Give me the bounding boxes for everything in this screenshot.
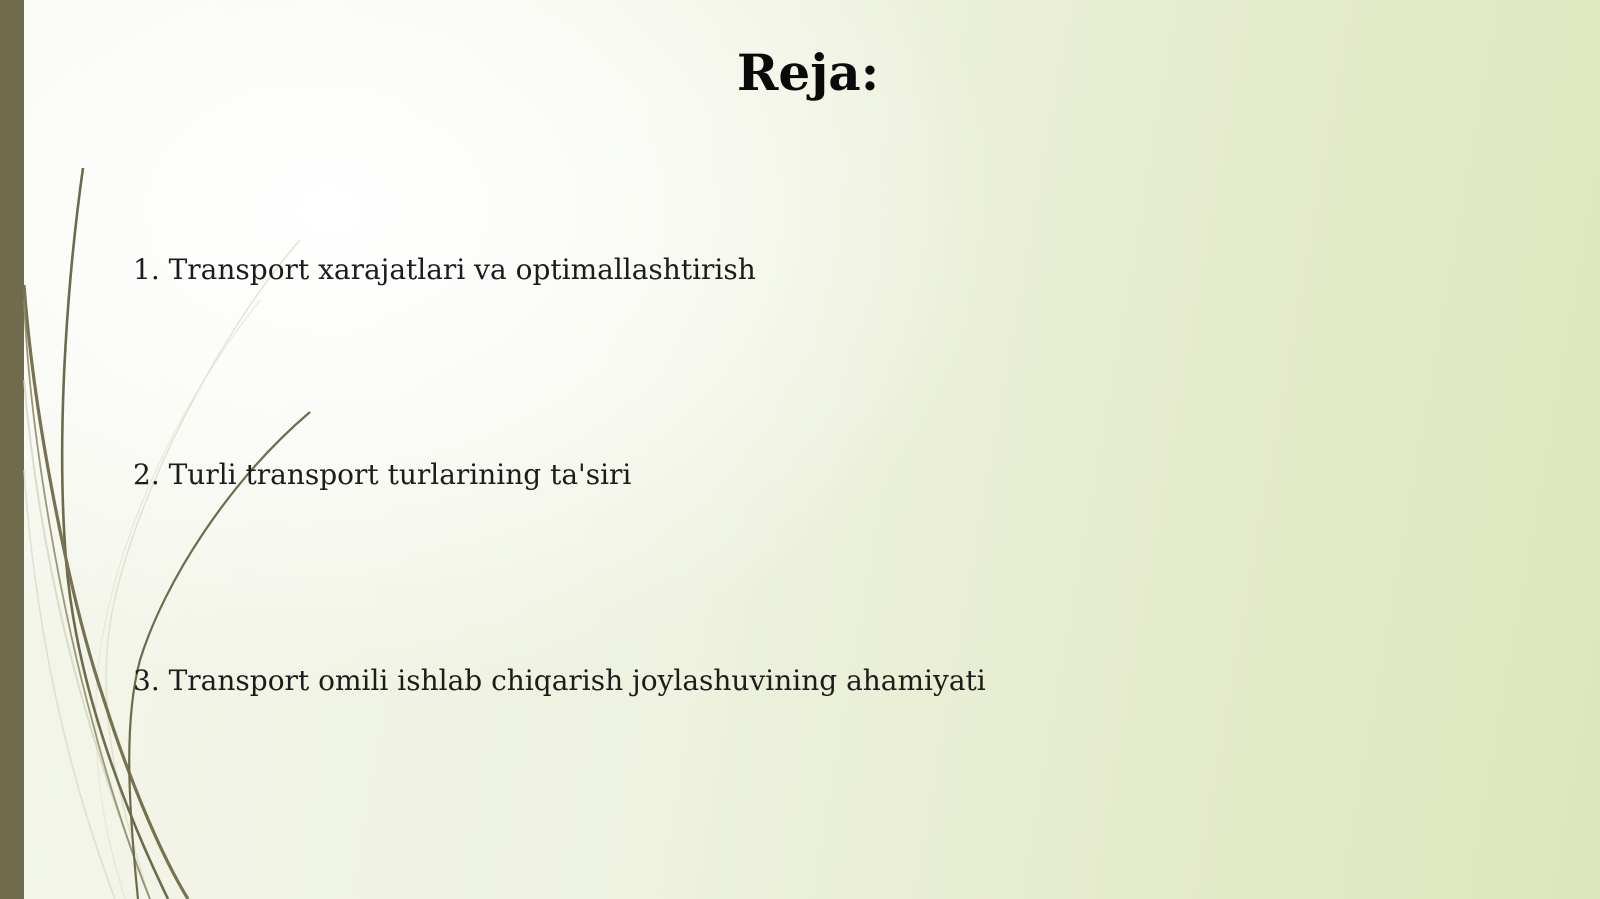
slide-title: Reja: <box>736 43 880 102</box>
plan-item-3: 3. Transport omili ishlab chiqarish joylashuvining ahamiyati <box>133 664 986 697</box>
grass-blades-decoration <box>0 0 340 899</box>
plan-item-2: 2. Turli transport turlarining ta'siri <box>133 458 632 491</box>
plan-item-1: 1. Transport xarajatlari va optimallashtirish <box>133 253 756 286</box>
